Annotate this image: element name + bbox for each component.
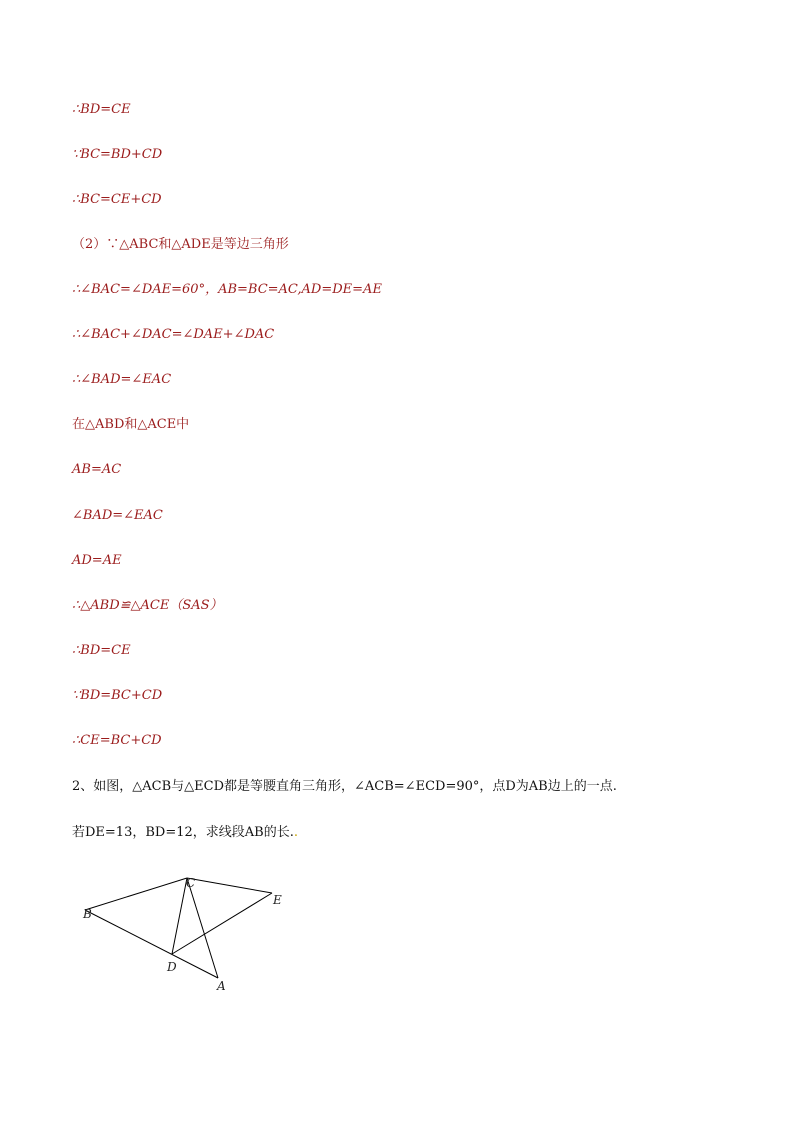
label-point-c: C	[186, 876, 196, 890]
solution-line-1: ∴BD=CE	[72, 102, 131, 117]
segment-de	[172, 893, 272, 954]
problem-line-2-text: 若DE=13，BD=12，求线段AB的长.	[72, 825, 294, 840]
problem-line-2-trailing-dot: .	[293, 825, 298, 840]
solution-line-6: ∴∠BAC+∠DAC=∠DAE+∠DAC	[72, 327, 275, 342]
solution-line-3: ∴BC=CE+CD	[72, 192, 162, 207]
solution-line-14: ∵BD=BC+CD	[72, 688, 163, 703]
geometry-figure	[70, 868, 310, 998]
segment-ba	[85, 910, 218, 978]
label-point-e: E	[273, 893, 282, 907]
label-point-d: D	[167, 960, 177, 974]
label-point-b: B	[83, 907, 92, 921]
solution-line-12: ∴△ABD≌△ACE（SAS）	[72, 598, 223, 613]
segment-ca	[187, 878, 218, 978]
segment-bc	[85, 878, 187, 910]
solution-line-13: ∴BD=CE	[72, 643, 131, 658]
solution-line-7: ∴∠BAD=∠EAC	[72, 372, 172, 387]
solution-line-5: ∴∠BAC=∠DAE=60°，AB=BC=AC,AD=DE=AE	[72, 282, 382, 297]
segment-cd	[172, 878, 187, 954]
problem-line-2	[72, 825, 298, 841]
solution-line-11: AD=AE	[72, 553, 122, 568]
solution-line-8: 在△ABD和△ACE中	[72, 417, 190, 432]
solution-line-15: ∴CE=BC+CD	[72, 733, 162, 748]
solution-line-9: AB=AC	[72, 462, 122, 477]
segment-ce	[187, 878, 272, 893]
label-point-a: A	[217, 979, 226, 993]
problem-line-1: 2、如图，△ACB与△ECD都是等腰直角三角形，∠ACB=∠ECD=90°，点D为AB边上的一点.	[72, 779, 617, 794]
solution-line-10: ∠BAD=∠EAC	[72, 508, 163, 523]
solution-line-4: （2）∵△ABC和△ADE是等边三角形	[72, 237, 289, 252]
solution-line-2: ∵BC=BD+CD	[72, 147, 163, 162]
